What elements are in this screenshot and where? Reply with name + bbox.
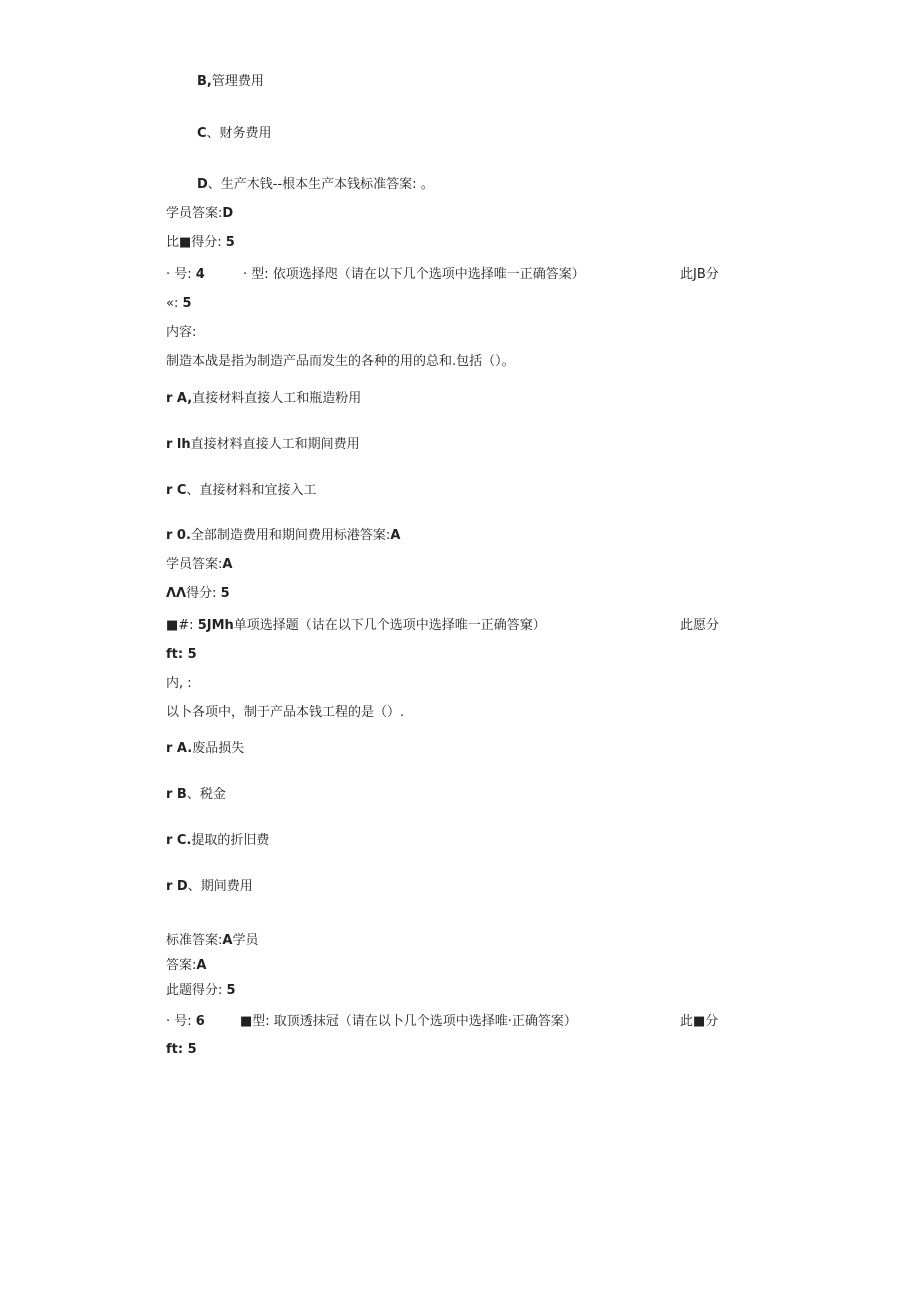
option-d: r D、期间费用	[166, 879, 253, 894]
question-text: 以卜各项中，制于产品本钱工程的是（）.	[166, 705, 405, 720]
option-a: r A.废品损失	[166, 741, 245, 756]
student-answer: 学员答案:D	[166, 206, 234, 221]
option-d-with-standard-answer: r 0.全部制造费用和期间费用标港答案:A	[166, 528, 401, 543]
option-c: r C.提取的折旧费	[166, 833, 270, 848]
question-score-label: 此愿分	[680, 618, 720, 633]
option-b-management-fee: B,管理费用	[197, 74, 264, 89]
question-points: «: 5	[166, 296, 192, 311]
question-number: · 号: 6	[166, 1014, 205, 1029]
question-score: 比■得分: 5	[166, 235, 235, 250]
student-answer: 学员答案:A	[166, 557, 233, 572]
question-score-label: 此■分	[680, 1014, 719, 1029]
question-type: · 型: 依项选择咫（请在以下几个选项中选择唯一正确答案）	[243, 267, 585, 282]
standard-answer: 标准答案:A学员	[166, 933, 259, 948]
option-b: r B、税金	[166, 787, 226, 802]
question-number: · 号: 4	[166, 267, 205, 282]
question-type: ■型: 取顶透抹冠（请在以卜几个选项中选择唯·正确答案）	[240, 1014, 577, 1029]
student-answer: 答案:A	[166, 958, 207, 973]
question-number-and-type: ■#: 5JMh单项选择题（诂在以下几个选项中选择唯一正确答窠）	[166, 618, 546, 633]
option-d-production-cost: D、生产木钱--根本生产本钱标准答案: 。	[197, 177, 434, 192]
option-c: r C、直接材料和宜接入工	[166, 483, 317, 498]
question-text: 制造本战是指为制造产品而发生的各种的用的总和.包括（）。	[166, 354, 515, 369]
content-label: 内容:	[166, 325, 197, 340]
content-label: 内, :	[166, 676, 192, 691]
option-c-finance-fee: C、财务费用	[197, 126, 272, 141]
option-b: r lh直接材料直接人工和期间费用	[166, 437, 360, 452]
question-points: ft: 5	[166, 1042, 197, 1057]
question-points: ft: 5	[166, 647, 197, 662]
option-a: r A,直接材料直接人工和瓶造粉用	[166, 391, 362, 406]
question-score: 此题得分: 5	[166, 983, 236, 998]
question-score: ΛΛ得分: 5	[166, 586, 230, 601]
question-score-label: 此JB分	[680, 267, 719, 282]
